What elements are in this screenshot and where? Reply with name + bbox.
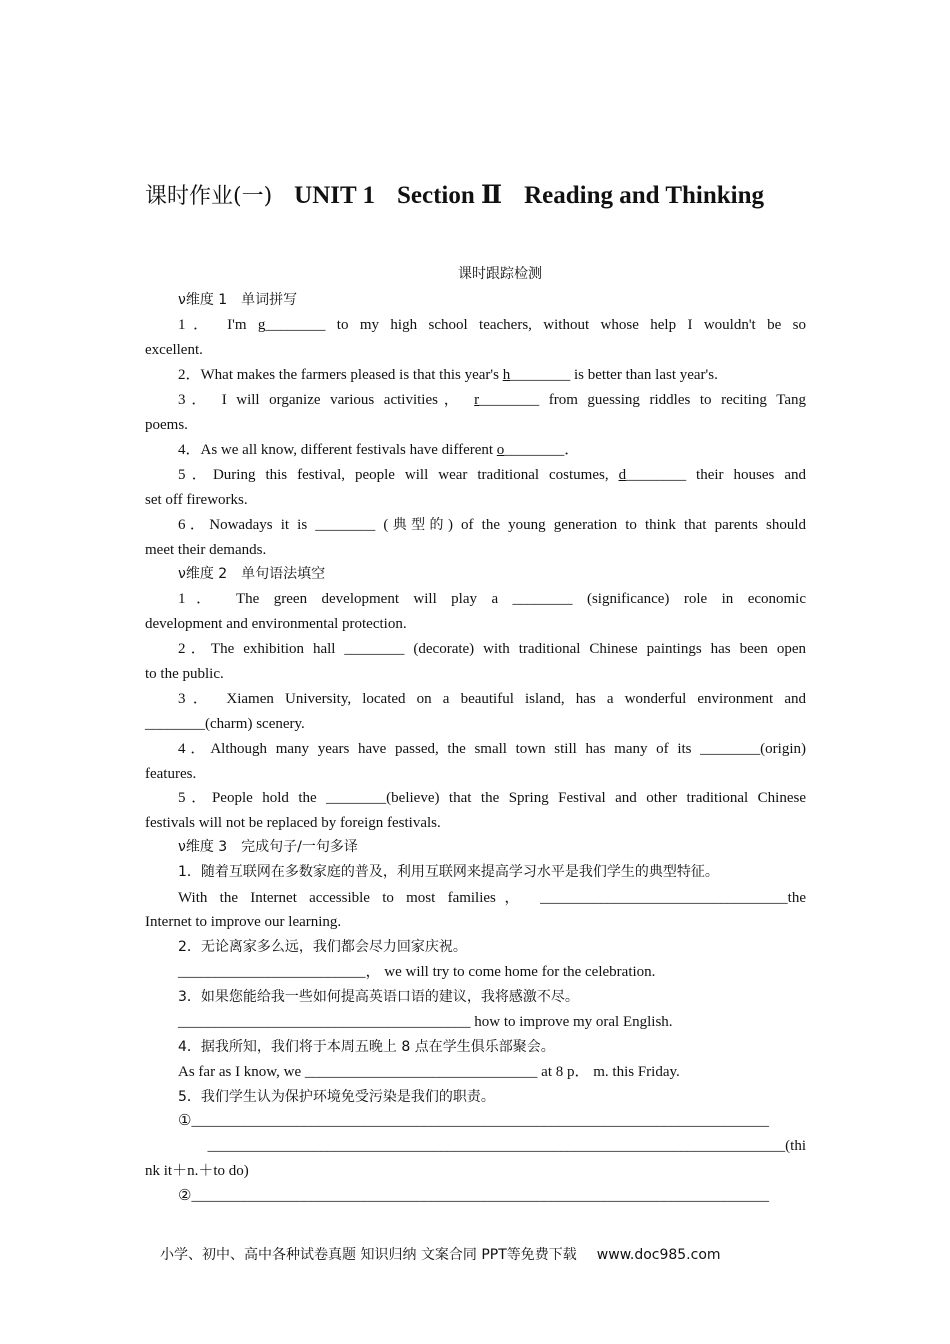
s3-q5-cn: 5．我们学生认为保护环境免受污染是我们的职责。 [178,1089,495,1105]
s2-q1-line1: 1． The green development will play a ________ (significance) role in economic [178,591,806,607]
s2-q4-line1: 4．Although many years have passed, the small town still has many of its ________(origin) [178,741,806,757]
s2-q3-line1: 3． Xiamen University, located on a beautiful island, has a wonderful environment and [178,691,806,707]
section3-heading: ν维度 3 完成句子/一句多译 [178,839,358,855]
s2-q5-line2: festivals will not be replaced by foreign festivals. [145,815,441,831]
footer-site-link[interactable]: www.doc985.com [596,1247,721,1263]
s3-q1-en2: Internet to improve our learning. [145,914,342,930]
s2-q2-line1: 2．The exhibition hall ________ (decorate) with traditional Chinese paintings has been open [178,641,806,657]
s1-q6-line1: 6．Nowadays it is ________ (典型的) of the young generation to think that parents should [178,517,807,533]
s1-q6-line2: meet their demands. [145,542,267,558]
title-section: Section Ⅱ [396,182,503,209]
s2-q4-line2: features. [145,766,197,782]
s3-q3-en: _______________________________________ how to improve my oral English. [178,1014,673,1030]
section2-heading: ν维度 2 单句语法填空 [178,566,326,582]
s3-q1-cn: 1．随着互联网在多数家庭的普及，利用互联网来提高学习水平是我们学生的典型特征。 [178,864,719,880]
page-title [145,176,825,216]
section1-heading: ν维度 1 单词拼写 [178,292,298,308]
s3-q5-answer2: ②_____________________________________________________________________________ [178,1188,769,1204]
s1-q1-line2: excellent. [145,342,203,358]
s2-q1-line2: development and environmental protection. [145,616,407,632]
s3-q2-cn: 2．无论离家多么远，我们都会尽力回家庆祝。 [178,939,467,955]
s1-q3-line2: poems. [145,417,188,433]
footer [160,1243,800,1267]
s3-q4-cn: 4．据我所知，我们将于本周五晚上 8 点在学生俱乐部聚会。 [178,1039,555,1055]
s3-q4-en: As far as I know, we _______________________________ at 8 p． m. this Friday. [178,1064,680,1080]
s3-q1-en: With the Internet accessible to most families， _________________________________the [178,890,806,906]
s3-q5-answer1-hint: nk it＋n.＋to do) [145,1163,249,1179]
s3-q5-answer1-line1: ①_____________________________________________________________________________ [178,1113,769,1129]
s1-q3-line1: 3． I will organize various activities， r________ from guessing riddles to reciting Tang [178,392,806,408]
s3-q5-answer1-line2: _____________________________________________________________________________(thi [207,1138,806,1154]
s1-q2: 2．What makes the farmers pleased is that this year's h________ is better than last year's. [178,367,718,383]
subtitle: 课时跟踪检测 [458,266,542,282]
title-unit: UNIT 1 [294,182,375,209]
footer-text: 小学、初中、高中各种试卷真题 知识归纳 文案合同 PPT等免费下载 [160,1247,577,1263]
s3-q3-cn: 3．如果您能给我一些如何提高英语口语的建议，我将感激不尽。 [178,989,579,1005]
s3-q2-en: _________________________， we will try to come home for the celebration. [178,964,656,980]
title-cn: 课时作业(一) [145,184,273,209]
s1-q1-line1: 1． I'm g________ to my high school teachers, without whose help I wouldn't be so [178,317,806,333]
title-topic: Reading and Thinking [524,182,765,209]
s1-q5-line2: set off fireworks. [145,492,248,508]
s1-q5-line1: 5．During this festival, people will wear traditional costumes, d________ their houses and [178,467,806,483]
s2-q3-line2: ________(charm) scenery. [145,716,305,732]
s2-q5-line1: 5．People hold the ________(believe) that the Spring Festival and other traditional Chinese [178,790,806,806]
s1-q4: 4．As we all know, different festivals have different o________． [178,442,580,458]
s2-q2-line2: to the public. [145,666,224,682]
